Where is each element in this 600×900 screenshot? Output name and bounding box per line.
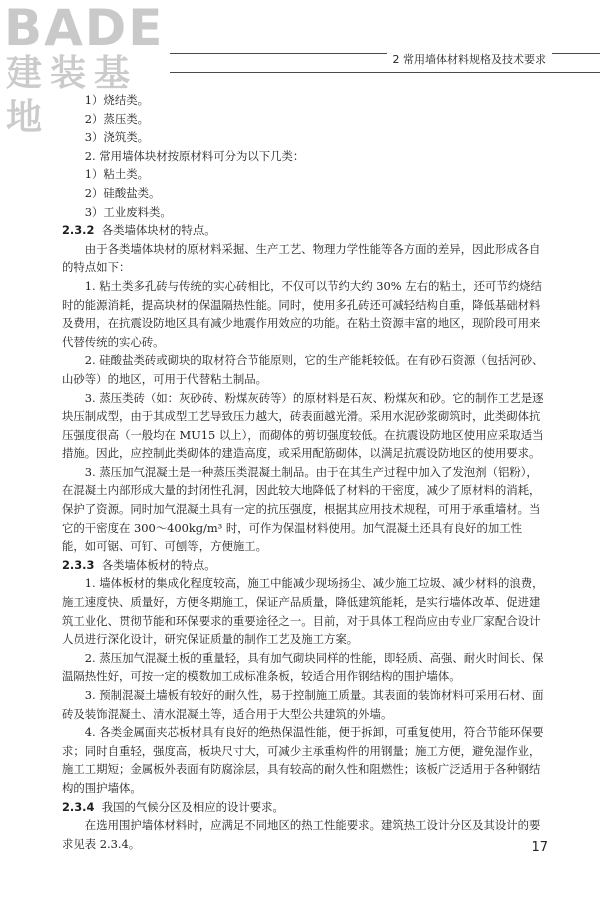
section-number: 2.3.2 bbox=[62, 223, 95, 238]
section-heading-2-3-4 bbox=[62, 798, 544, 817]
paragraph: 在选用围护墙体材料时，应满足不同地区的热工性能要求。建筑热工设计分区及其设计的要求见表 2.3.4。 bbox=[62, 818, 541, 851]
paragraph: 4. 各类金属面夹芯板材具有良好的绝热保温性能，便于拆卸，可重复使用，符合节能环保要求；同时自重轻，强度高，板块尺寸大，可减少主承重构件的用钢量；施工方便，避免湿作业，施工工期短；金属板外表面有防腐涂层，具有较高的耐久性和阻燃性；该板广泛适用于各种钢结构的围护墙体。 bbox=[62, 725, 544, 795]
paragraph: 3. 蒸压类砖（如：灰砂砖、粉煤灰砖等）的原材料是石灰、粉煤灰和砂。它的制作工艺是逐块压制成型，由于其成型工艺导致压力越大，砖表面越光滑。采用水泥砂浆砌筑时，此类砌体抗压强度很高（一般均在 MU15 以上），而砌体的剪切强度较低。在抗震设防地区使用应采取适当措施。因此，应控制此类砌体的建造高度，或采用配筋砌体，以满足抗震设防地区的使用要求。 bbox=[62, 390, 544, 461]
section-heading-2-3-2 bbox=[62, 221, 544, 240]
watermark-brand: BADE bbox=[4, 0, 165, 57]
section-heading-2-3-3 bbox=[62, 556, 544, 575]
section-number: 2.3.4 bbox=[62, 799, 95, 814]
watermark-chinese: 建装基地 bbox=[6, 53, 139, 138]
list-item: 3）浇筑类。 bbox=[84, 130, 149, 145]
list-item: 2. 常用墙体块材按原材料可分为以下几类： bbox=[84, 148, 305, 163]
paragraph: 2. 蒸压加气混凝土板的重量轻，具有加气砌块同样的性能，即轻质、高强、耐火时间长、保温隔热性好，可按一定的模数加工成标准条板，较适合用作钢结构的围护墙体。 bbox=[62, 650, 544, 684]
paragraph: 1. 粘土类多孔砖与传统的实心砖相比，不仅可以节约大约 30% 左右的粘土，还可节约烧结时的能源消耗，提高块材的保温隔热性能。同时，使用多孔砖还可减轻结构自重，降低基础材料及费用，在抗震设防地区具有减少地震作用效应的功能。在粘土资源丰富的地区，现阶段可用来代替传统的实心砖。 bbox=[62, 278, 542, 349]
paragraph: 3. 蒸压加气混凝土是一种蒸压类混凝土制品。由于在其生产过程中加入了发泡剂（铝粉），在混凝土内部形成大量的封闭性孔洞，因此较大地降低了材料的干密度，减少了原材料的消耗，保护了资源。同时加气混凝土具有一定的抗压强度，根据其应用技术规程，可用于承重墙材。当它的干密度在 300～400kg/m³ 时，可作为保温材料使用。加气混凝土还具有良好的加工性能，如可锯、可钉、可刨等，方便施工。 bbox=[62, 464, 541, 554]
section-title: 我国的气候分区及相应的设计要求。 bbox=[101, 799, 284, 814]
list-item: 1）烧结类。 bbox=[84, 93, 149, 107]
paragraph: 2. 硅酸盐类砖或砌块的取材符合节能原则，它的生产能耗较低。在有砂石资源（包括河砂、山砂等）的地区，可用于代替粘土制品。 bbox=[62, 353, 544, 386]
section-number: 2.3.3 bbox=[62, 557, 95, 572]
chapter-title: 2 常用墙体材料规格及技术要求 bbox=[387, 53, 553, 67]
paragraph: 1. 墙体板材的集成化程度较高，施工中能减少现场扬尘、减少施工垃圾、减少材料的浪费，施工速度快、质量好，方便冬期施工，保证产品质量，降低建筑能耗，是实行墙体改革、促进建筑工业化、贯彻节能和环保要求的重要途径之一。目前，对于具体工程尚应由专业厂家配合设计人员进行深化设计，研究保证质量的制作工艺及施工方案。 bbox=[62, 576, 544, 647]
paragraph: 由于各类墙体块材的原材料采掘、生产工艺、物理力学性能等各方面的差异，因此形成各自的特点如下： bbox=[62, 241, 541, 275]
section-title: 各类墙体板材的特点。 bbox=[101, 557, 216, 572]
list-item: 2）蒸压类。 bbox=[84, 111, 149, 126]
paragraph: 3. 预制混凝土墙板有较好的耐久性，易于控制施工质量。其表面的装饰材料可采用石材、面砖及装饰混凝土、清水混凝土等，适合用于大型公共建筑的外墙。 bbox=[62, 688, 544, 721]
page-number: 17 bbox=[531, 840, 548, 855]
section-title: 各类墙体块材的特点。 bbox=[101, 223, 216, 238]
list-item: 2）硅酸盐类。 bbox=[84, 185, 161, 200]
list-item: 1）粘土类。 bbox=[84, 167, 149, 182]
page-body bbox=[62, 91, 544, 853]
header-rule-bottom bbox=[170, 72, 600, 73]
list-item: 3）工业废料类。 bbox=[84, 204, 172, 219]
